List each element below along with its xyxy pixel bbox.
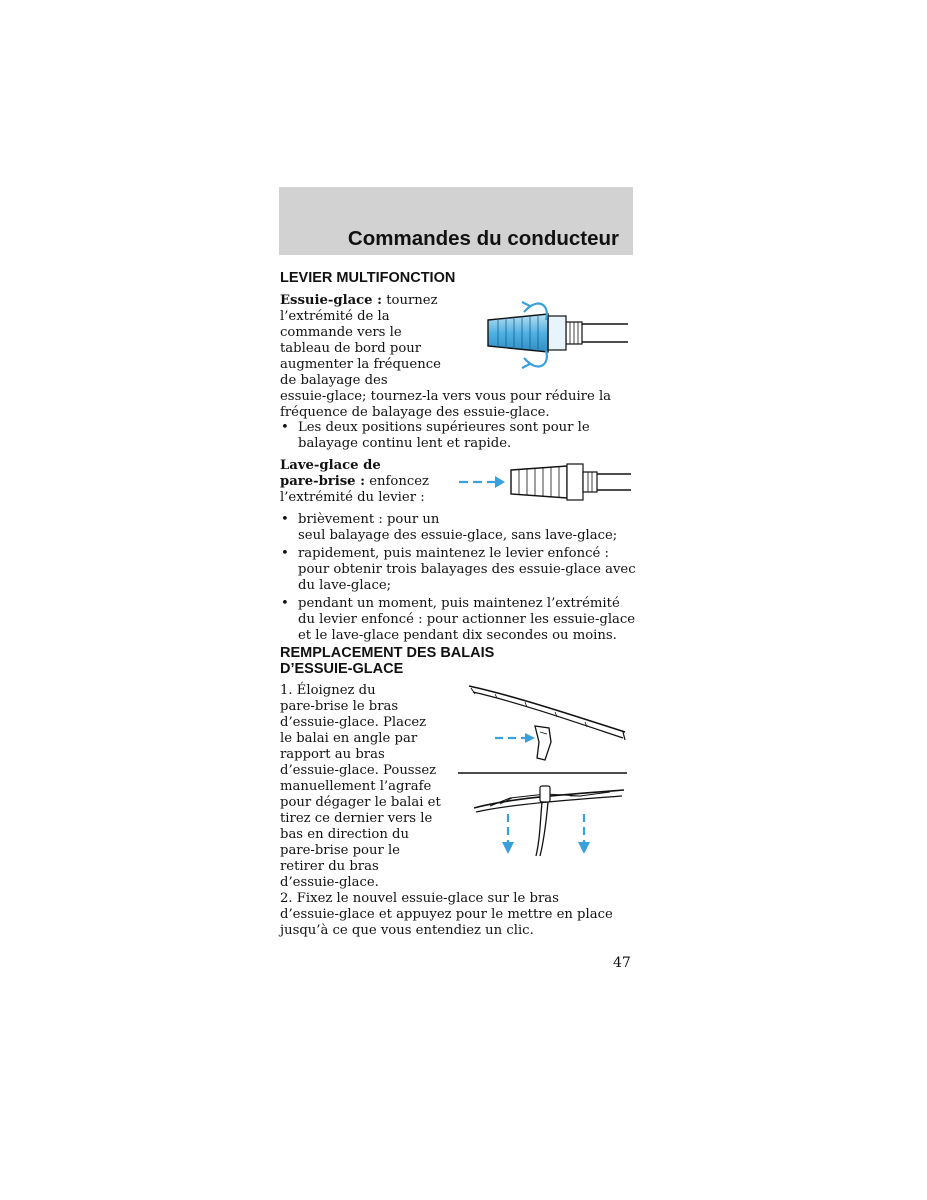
step1-line-1: pare-brise le bras [280,699,399,714]
section-heading-replacement [280,645,494,677]
step2-line-2: jusqu’à ce que vous entendiez un clic. [280,923,534,938]
step1-paragraph [280,683,441,891]
wiper-blade-angle-illustration [465,682,630,772]
washer-paragraph [280,458,429,506]
bullet-dot-icon: • [281,596,289,611]
wiper-text-2: commande vers le [280,325,402,340]
bullet-brief-line-1: seul balayage des essuie-glace, sans lave-glace; [298,528,618,543]
washer-text-3: l’extrémité du levier : [280,490,425,505]
bullet-rapid-line-2: du lave-glace; [298,578,392,593]
wiper-text-4: augmenter la fréquence [280,357,441,372]
step1-line-7: pour dégager le balai et [280,795,441,810]
bullet-moment-line-2: et le lave-glace pendant dix secondes ou moins. [298,628,617,643]
washer-bold-2: pare-brise : [280,474,366,489]
washer-bold-1: Lave-glace de [280,458,381,473]
wiper-text-0: tournez [386,293,438,308]
bullet-moment-line-0: pendant un moment, puis maintenez l’extrémité [298,596,620,611]
step2-line-1: d’essuie-glace et appuyez pour le mettre en place [280,907,613,922]
step1-line-4: rapport au bras [280,747,385,762]
bullet-continuous-line-1: balayage continu lent et rapide. [298,436,512,451]
step1-line-0: 1. Éloignez du [280,683,376,698]
stalk-rotate-illustration [470,290,635,380]
step2-line-0: 2. Fixez le nouvel essuie-glace sur le bras [280,891,559,906]
page-number: 47 [613,955,631,971]
step1-line-2: d’essuie-glace. Placez [280,715,427,730]
step1-line-3: le balai en angle par [280,731,418,746]
replacement-heading-line-1: D’ESSUIE-GLACE [280,661,404,677]
section-heading-multifunction: LEVIER MULTIFONCTION [280,270,456,286]
header-band [279,187,633,255]
bullet-moment-line-1: du levier enfoncé : pour actionner les essuie-glace [298,612,636,627]
bullet-dot-icon: • [281,420,289,435]
step1-line-11: retirer du bras [280,859,379,874]
washer-text-2: enfoncez [369,474,429,489]
illustration-divider [458,771,628,775]
bullet-rapid-line-1: pour obtenir trois balayages des essuie-glace avec [298,562,636,577]
wiper-text-6: essuie-glace; tournez-la vers vous pour réduire la [280,389,612,404]
step1-line-8: tirez ce dernier vers le [280,811,433,826]
step1-line-6: manuellement l’agrafe [280,779,432,794]
step1-line-12: d’essuie-glace. [280,875,379,890]
bullet-continuous-line-0: Les deux positions supérieures sont pour le [298,420,590,435]
page-title: Commandes du conducteur [347,227,619,250]
bullet-rapid-line-0: rapidement, puis maintenez le levier enfoncé : [298,546,609,561]
step1-line-5: d’essuie-glace. Poussez [280,763,437,778]
wiper-blade-removal-illustration [470,784,630,862]
replacement-heading-line-0: REMPLACEMENT DES BALAIS [280,645,495,661]
bullet-brief-line-0: brièvement : pour un [298,512,440,527]
step1-line-10: pare-brise pour le [280,843,400,858]
bullet-dot-icon: • [281,546,289,561]
stalk-push-illustration [455,462,635,502]
step1-line-9: bas en direction du [280,827,409,842]
wiper-bold-label: Essuie-glace : [280,293,383,308]
wiper-text-5: de balayage des [280,373,388,388]
wiper-text-1: l’extrémité de la [280,309,390,324]
bullet-dot-icon: • [281,512,289,527]
wiper-text-3: tableau de bord pour [280,341,422,356]
step2-paragraph [280,891,613,939]
wiper-text-7: fréquence de balayage des essuie-glace. [280,405,550,420]
